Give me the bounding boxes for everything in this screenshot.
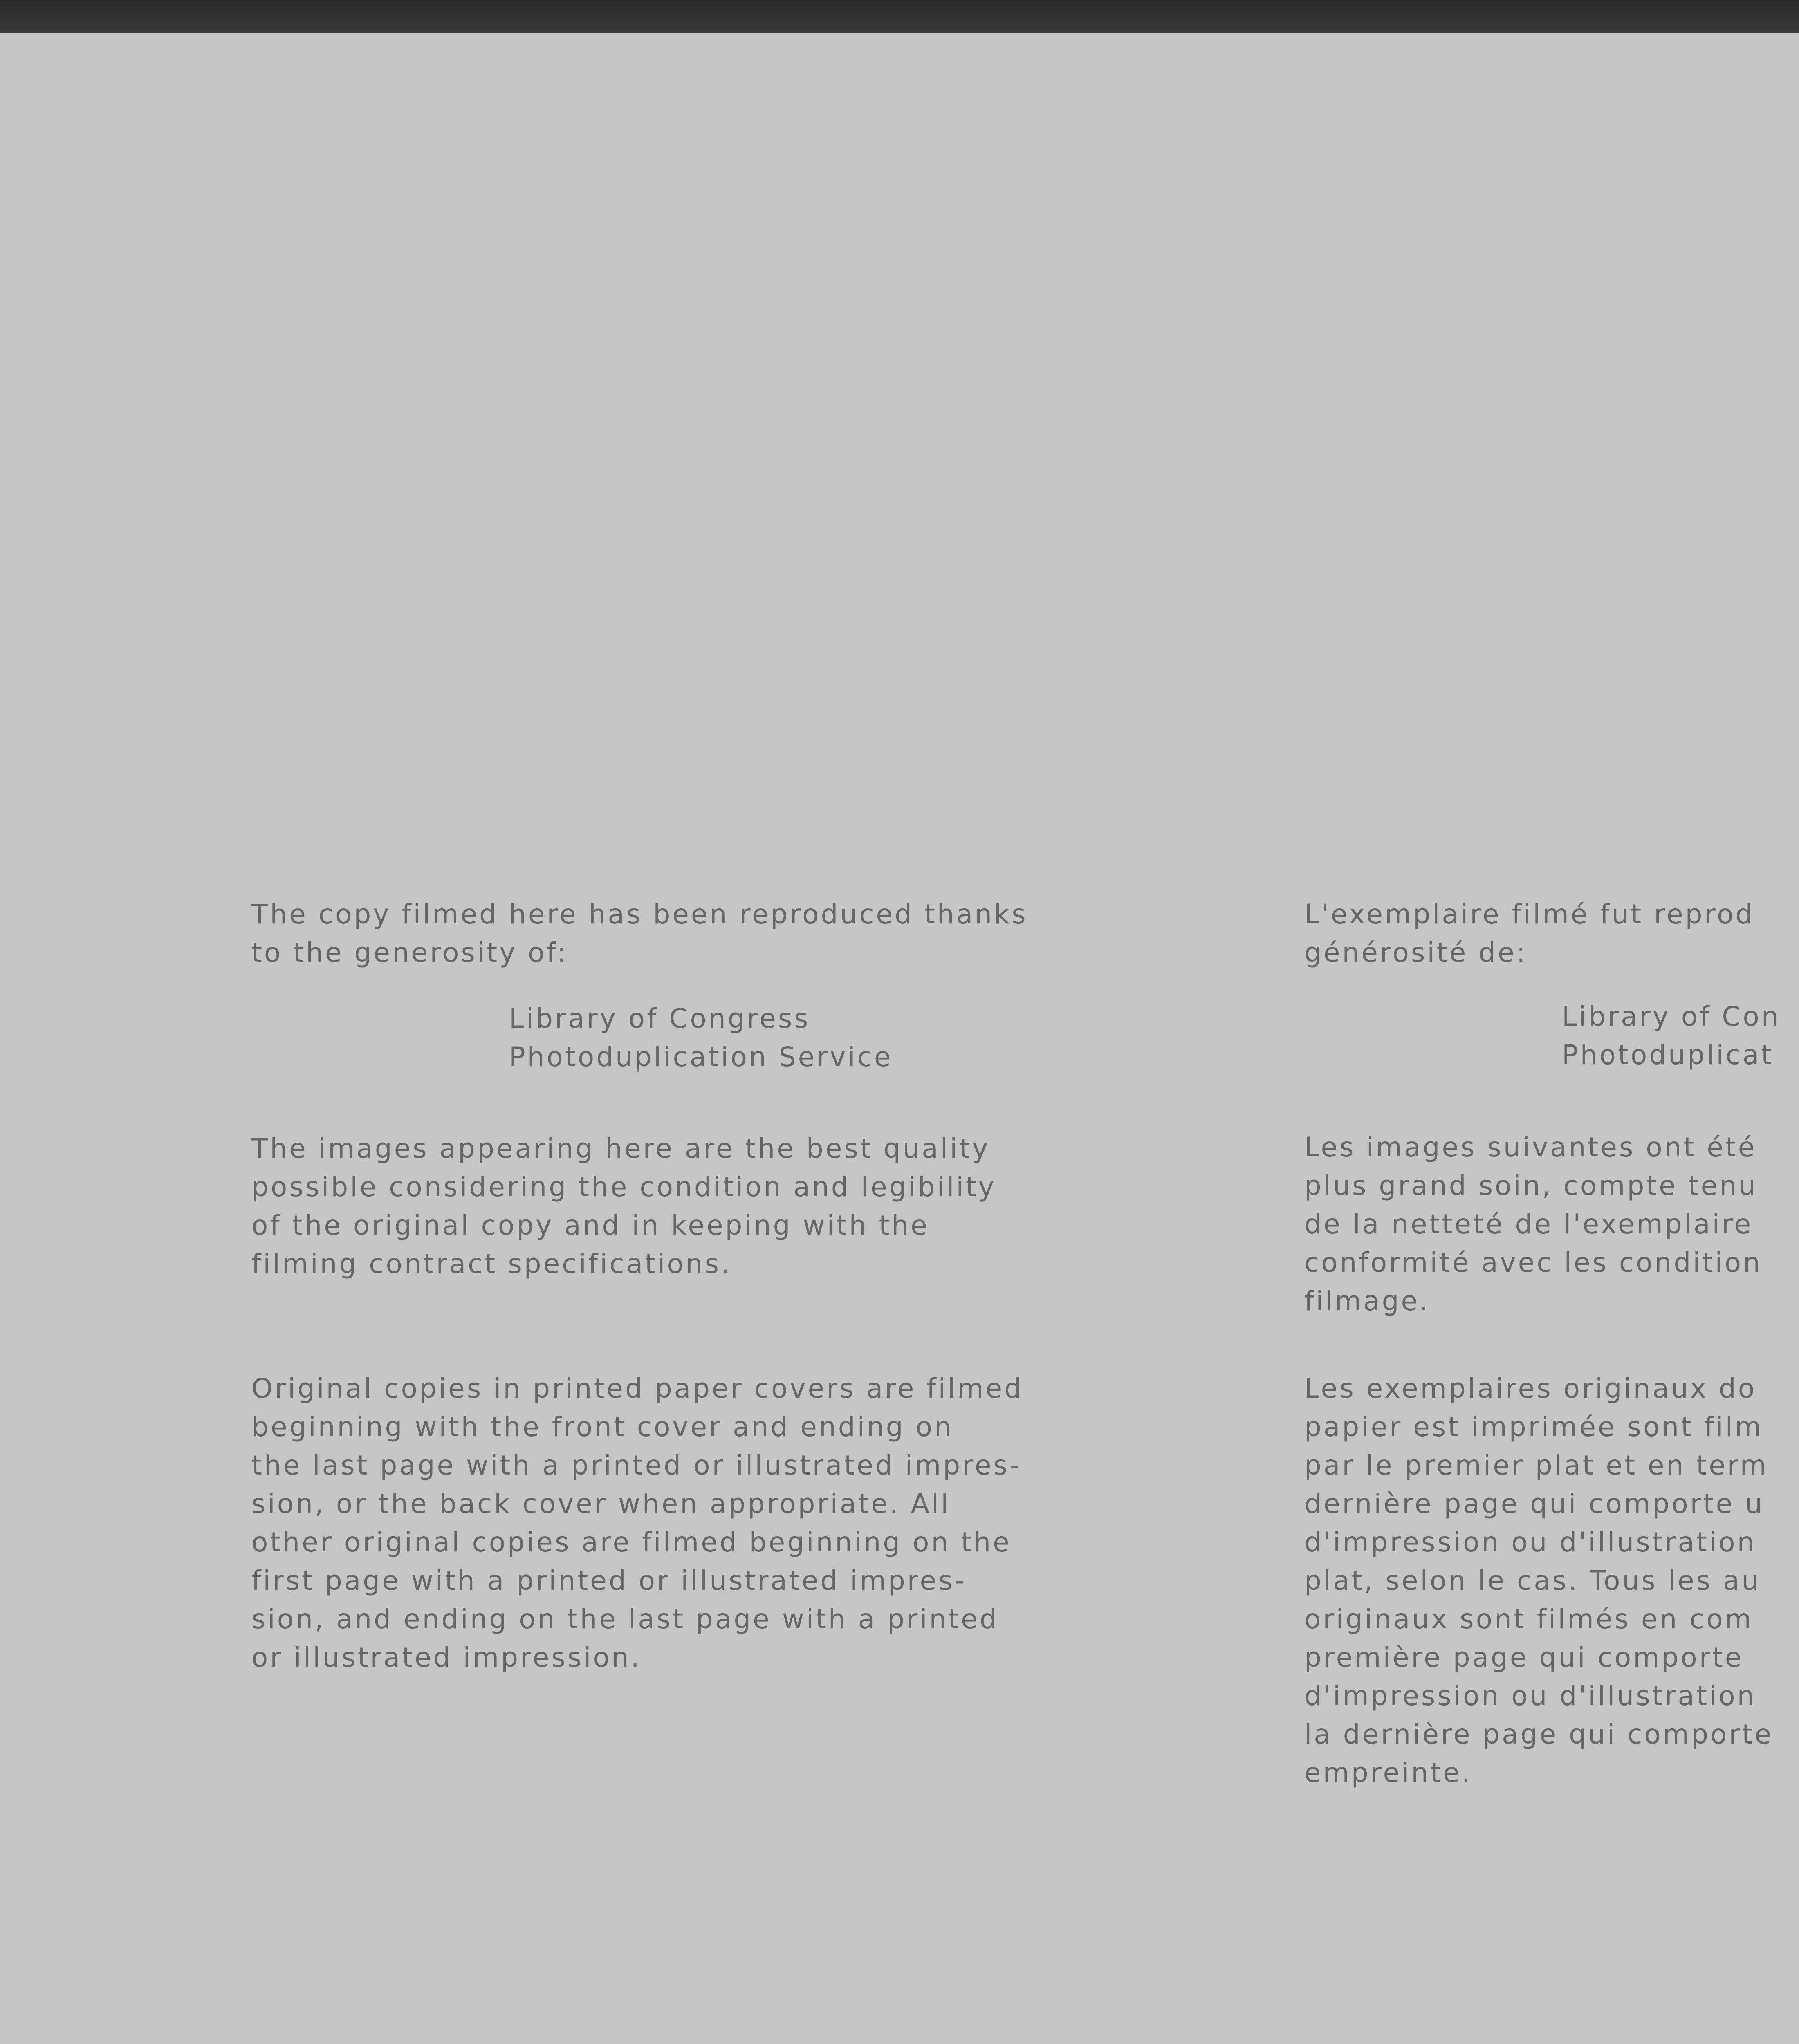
text-line: The images appearing here are the best quality bbox=[251, 1133, 990, 1164]
french-quality-paragraph bbox=[1304, 1128, 1762, 1320]
text-line: possible considering the condition and legibility bbox=[251, 1171, 996, 1203]
text-line: par le premier plat et en term bbox=[1304, 1450, 1769, 1481]
text-line: Original copies in printed paper covers are filmed bbox=[251, 1373, 1024, 1404]
text-line: d'impression ou d'illustration bbox=[1304, 1680, 1756, 1712]
text-line: générosité de: bbox=[1304, 937, 1528, 968]
film-edge-band bbox=[0, 0, 1799, 33]
english-institution-name bbox=[251, 1000, 893, 1076]
text-line: Library of Con bbox=[1562, 1001, 1781, 1032]
english-covers-paragraph bbox=[251, 1369, 1023, 1677]
text-line: d'impression ou d'illustration bbox=[1304, 1526, 1756, 1558]
text-line: sion, or the back cover when appropriate. All bbox=[251, 1488, 951, 1520]
text-line: The copy filmed here has been reproduced thanks bbox=[251, 899, 1028, 930]
english-credit-paragraph bbox=[251, 895, 1028, 972]
text-line: filming contract specifications. bbox=[251, 1248, 731, 1280]
text-line: empreinte. bbox=[1304, 1757, 1472, 1788]
text-line: Photoduplicat bbox=[1562, 1039, 1774, 1071]
english-quality-paragraph bbox=[251, 1130, 996, 1283]
text-line: conformité avec les condition bbox=[1304, 1247, 1763, 1278]
text-line: sion, and ending on the last page with a printed bbox=[251, 1603, 999, 1635]
french-covers-paragraph bbox=[1304, 1369, 1773, 1792]
text-line: filmage. bbox=[1304, 1285, 1431, 1317]
text-line: plat, selon le cas. Tous les au bbox=[1304, 1565, 1761, 1596]
text-line: or illustrated impression. bbox=[251, 1642, 642, 1673]
text-line: Photoduplication Service bbox=[509, 1041, 893, 1073]
text-line: first page with a printed or illustrated impres- bbox=[251, 1565, 967, 1596]
text-line: la dernière page qui comporte bbox=[1304, 1719, 1773, 1750]
text-line: beginning with the front cover and ending on bbox=[251, 1411, 953, 1443]
text-line: Library of Congress bbox=[509, 1003, 810, 1034]
text-line: plus grand soin, compte tenu bbox=[1304, 1170, 1758, 1201]
text-line: other original copies are filmed beginning on the bbox=[251, 1526, 1012, 1558]
text-line: the last page with a printed or illustrated impres- bbox=[251, 1450, 1021, 1481]
text-line: Les images suivantes ont été bbox=[1304, 1132, 1757, 1163]
text-line: to the generosity of: bbox=[251, 937, 568, 968]
text-line: dernière page qui comporte u bbox=[1304, 1488, 1765, 1520]
text-line: originaux sont filmés en com bbox=[1304, 1603, 1754, 1635]
text-line: L'exemplaire filmé fut reprod bbox=[1304, 899, 1755, 930]
text-line: première page qui comporte bbox=[1304, 1642, 1744, 1673]
french-institution-name bbox=[1304, 997, 1781, 1074]
text-line: papier est imprimée sont film bbox=[1304, 1411, 1763, 1443]
text-line: Les exemplaires originaux do bbox=[1304, 1373, 1757, 1404]
text-line: de la netteté de l'exemplaire bbox=[1304, 1208, 1753, 1240]
text-line: of the original copy and in keeping with the bbox=[251, 1210, 929, 1241]
french-credit-paragraph bbox=[1304, 895, 1754, 972]
